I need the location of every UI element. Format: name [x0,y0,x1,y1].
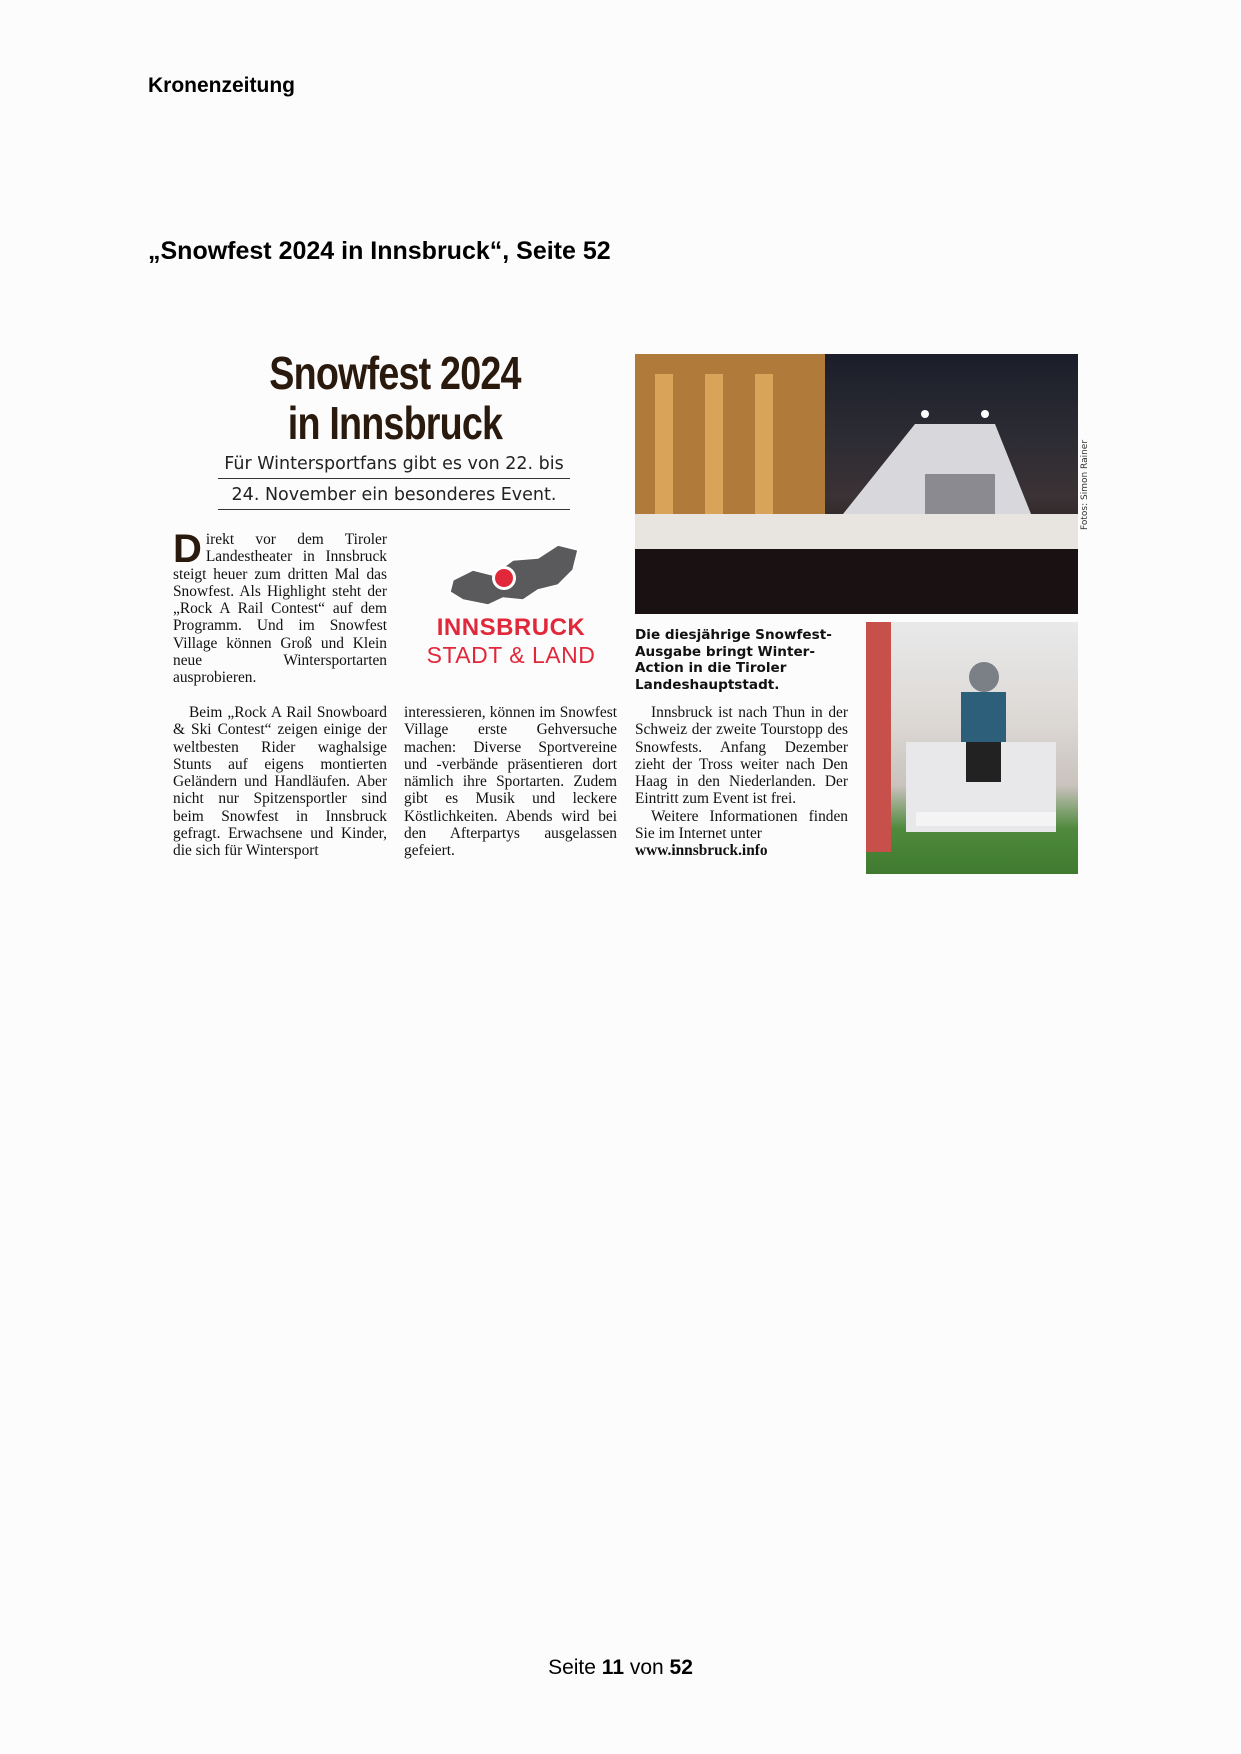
page-footer [0,1656,1241,1680]
subheadline-line-1: Für Wintersportfans gibt es von 22. bis [218,454,570,479]
photo-caption: Die diesjährige Snowfest-Ausgabe bringt Winter-Action in die Tiroler Landeshauptstadt. [635,627,832,693]
paragraph-3: Innsbruck ist nach Thun in der Schweiz der zweite Tourstopp des Snowfests. Anfang Dezember zieht der Tross weiter nach Den Haag in den Niederlanden. Der Eintritt zum Event ist frei. [635,704,848,808]
headline-line-1: Snowfest 2024 [269,347,521,399]
paragraph-1: irekt vor dem Tiroler Landestheater in Innsbruck steigt heuer zum dritten Mal das Snowfest. Als Highlight steht der „Rock A Rail Contest“ auf dem Programm. Und im Snowfest Village können Groß und Klein neue Wintersportarten ausprobieren. [173,531,387,687]
column-1 [173,704,387,860]
publication-name: Kronenzeitung [148,74,295,97]
paragraph-2-part-1: Beim „Rock A Rail Snowboard & Ski Contest“ zeigen einige der weltbesten Rider waghalsige Stunts auf eigens montierten Geländern und Handläufen. Aber nicht nur Spitzensportler sind beim Snowfest in Innsbruck gefragt. Erwachsene und Kinder, die sich für Wintersport [173,704,387,860]
logo-text-stadt-land: STADT & LAND [426,642,596,668]
total-pages: 52 [669,1656,693,1679]
headline [260,348,531,448]
child-skiing-photo [866,622,1078,874]
column-1-intro [173,527,387,687]
subheadline-line-2: 24. November ein besonderes Event. [218,485,570,510]
footer-prefix: Seite [548,1656,596,1679]
website-link[interactable]: www.innsbruck.info [635,842,768,860]
paragraph-4: Weitere Informationen finden Sie im Internet unter [635,807,848,843]
logo-text-innsbruck: INNSBRUCK [436,614,586,641]
photo-credit: Fotos: Simon Rainer [1080,439,1090,530]
column-2 [404,704,617,860]
article-reference: „Snowfest 2024 in Innsbruck“, Seite 52 [148,237,611,265]
drop-cap: D [173,527,202,571]
photo-illustration [866,622,1078,874]
headline-line-2: in Innsbruck [287,397,503,449]
footer-middle: von [629,1656,664,1679]
paragraph-2-part-2: interessieren, können im Snowfest Village erste Gehversuche machen: Diverse Sportvereine und -verbände präsentieren dort nämlich ihre Sportarten. Zudem gibt es Musik und leckere Köstlichkeiten. Abends wird bei den Afterpartys ausgelassen gefeiert. [404,704,617,860]
column-3 [635,704,848,860]
current-page-number: 11 [601,1656,624,1679]
snowfest-night-photo [635,354,1078,614]
photo-illustration [635,354,1078,614]
